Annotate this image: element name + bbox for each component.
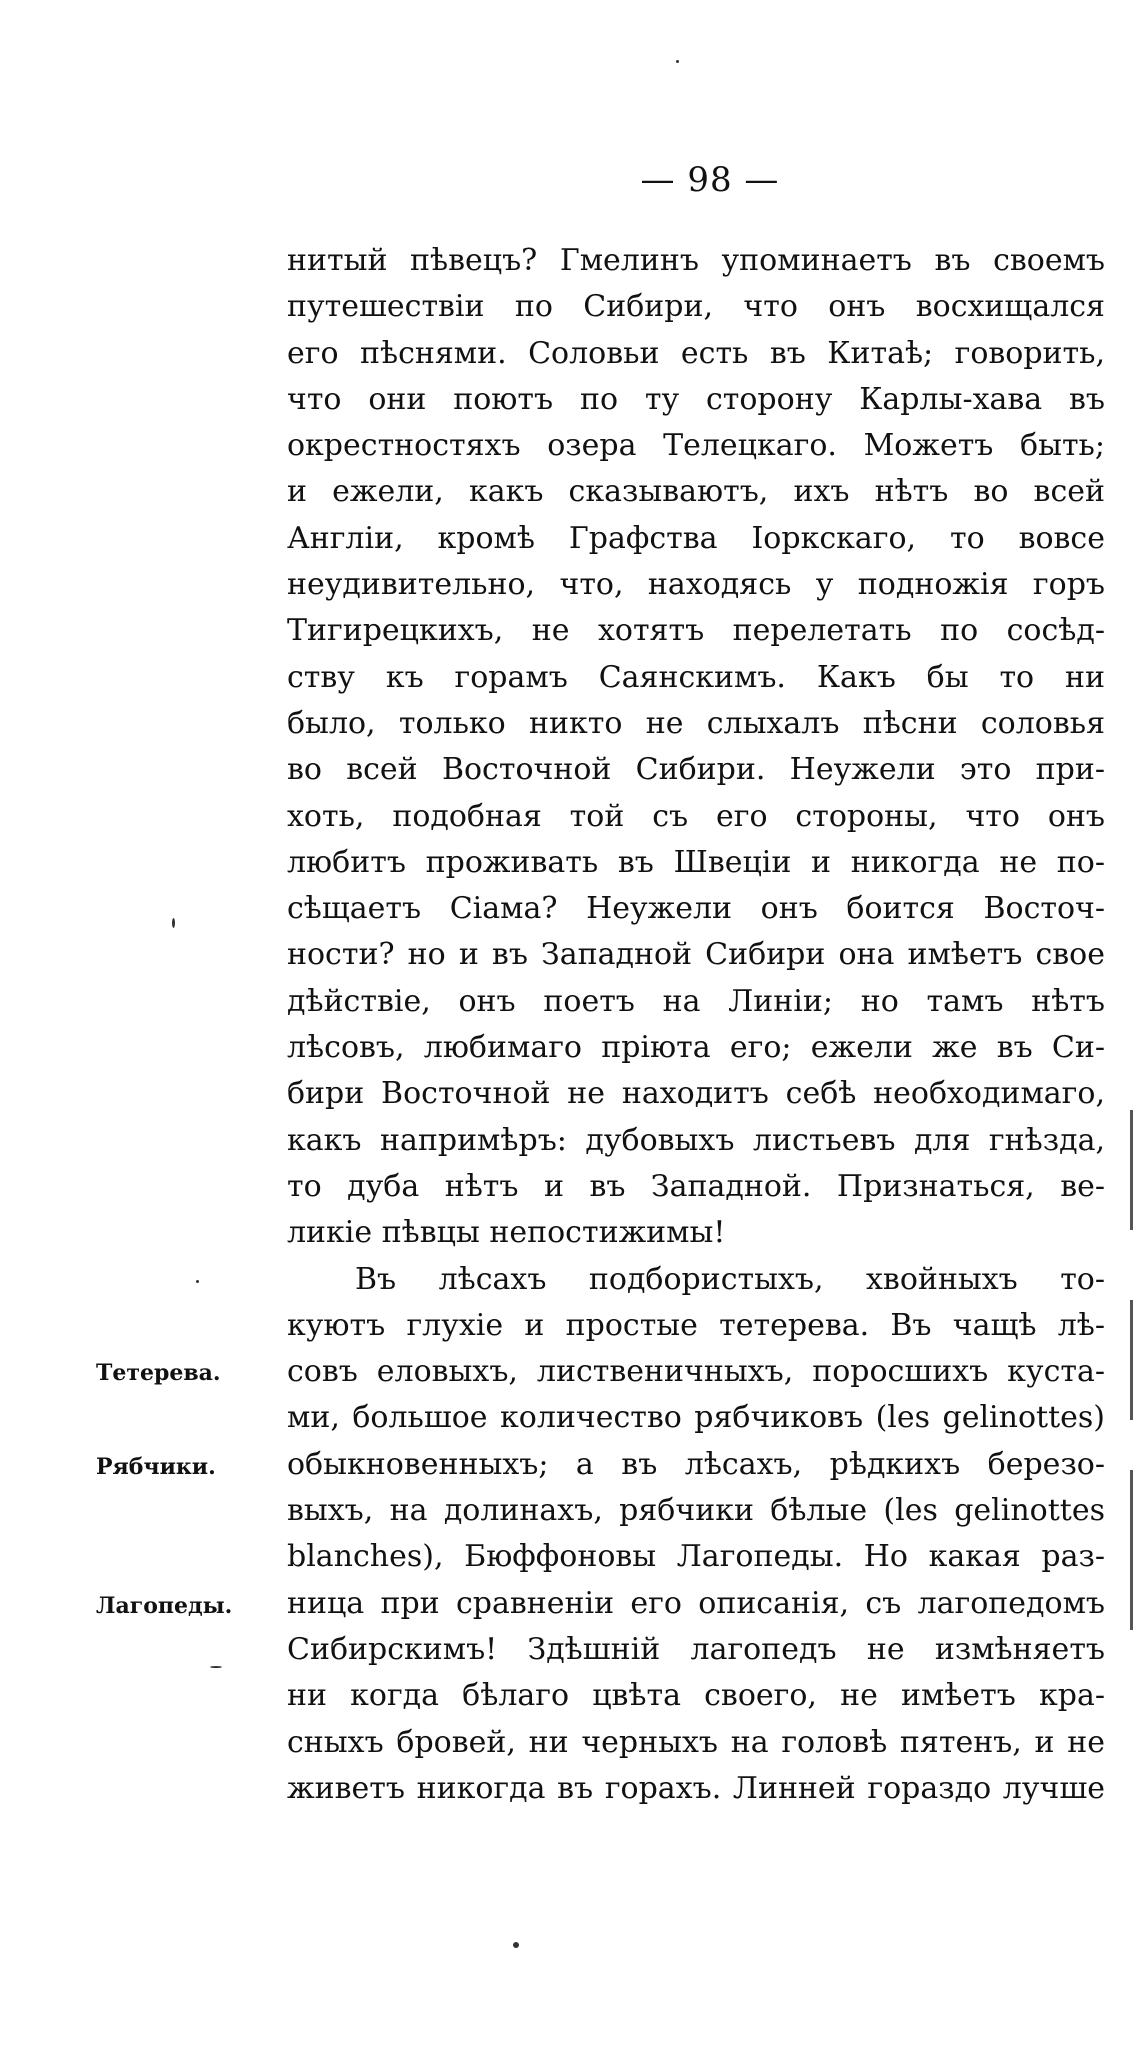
text-line: Англіи, кромѣ Графства Іоркскаго, то вовсе xyxy=(287,520,1105,556)
text-line: обыкновенныхъ; а въ лѣсахъ, рѣдкихъ березо- xyxy=(287,1446,1105,1482)
page-number: — 98 — xyxy=(640,160,780,200)
edge-rule xyxy=(1130,1300,1133,1420)
text-line: ни когда бѣлаго цвѣта своего, не имѣетъ кра- xyxy=(287,1678,1105,1714)
text-line: совъ еловыхъ, лиственичныхъ, поросшихъ кустa- xyxy=(287,1354,1105,1390)
text-line: Тигирецкихъ, не хотятъ перелетать по сосѣд- xyxy=(287,613,1105,649)
text-line: было, только никто не слыхалъ пѣсни соловья xyxy=(287,705,1105,741)
text-line: куютъ глухіе и простые тетерева. Въ чащѣ лѣ- xyxy=(287,1307,1105,1343)
margin-note-tetereva: Тетерева. xyxy=(96,1360,221,1386)
text-line: дѣйствіе, онъ поетъ на Линіи; но тамъ нѣтъ xyxy=(287,983,1105,1019)
ink-speck xyxy=(513,1942,519,1948)
text-line: то дуба нѣтъ и въ Западной. Признаться, ве- xyxy=(287,1168,1105,1204)
text-line: ству къ горамъ Саянскимъ. Какъ бы то ни xyxy=(287,659,1105,695)
text-line: сѣщаетъ Сіама? Неужели онъ боится Восточ- xyxy=(287,891,1105,927)
text-line: Въ лѣсахъ подбористыхъ, хвойныхъ то- xyxy=(355,1261,1105,1297)
text-line: во всей Восточной Сибири. Неужели это при- xyxy=(287,752,1105,788)
text-line: ми, большое количество рябчиковъ (les gelinottes) xyxy=(287,1400,1105,1436)
text-line: неудивительно, что, находясь у подножія горъ xyxy=(287,567,1105,603)
text-line: что они поютъ по ту сторону Карлы-хава въ xyxy=(287,381,1105,417)
ink-speck xyxy=(172,918,175,928)
ink-speck xyxy=(676,60,679,63)
ink-speck xyxy=(196,1280,199,1283)
text-line: какъ напримѣръ: дубовыхъ листьевъ для гнѣзда, xyxy=(287,1122,1105,1158)
ink-speck xyxy=(210,1666,222,1668)
text-line: его пѣснями. Соловьи есть въ Китаѣ; говорить, xyxy=(287,335,1105,371)
margin-note-lagopedy: Лагопеды. xyxy=(96,1593,233,1619)
text-line: выхъ, на долинахъ, рябчики бѣлые (les gelinottes xyxy=(287,1493,1105,1529)
text-line: blanches), Бюффоновы Лагопеды. Но какая раз- xyxy=(287,1539,1105,1575)
text-line: живетъ никогда въ горахъ. Линней гораздо лучше xyxy=(287,1770,1105,1806)
text-line: любитъ проживать въ Швеціи и никогда не по- xyxy=(287,844,1105,880)
edge-rule xyxy=(1130,1110,1133,1230)
text-line: ница при сравненіи его описанія, съ лагопедомъ xyxy=(287,1585,1105,1621)
text-line: нитый пѣвецъ? Гмелинъ упоминаетъ въ своемъ xyxy=(287,243,1105,278)
text-line: ликіе пѣвцы непостижимы! xyxy=(287,1215,726,1251)
text-line: лѣсовъ, любимаго пріюта его; ежели же въ Си- xyxy=(287,1030,1105,1066)
text-line: ности? но и въ Западной Сибири она имѣетъ свое xyxy=(287,937,1105,973)
edge-rule xyxy=(1130,1470,1133,1630)
text-line: бири Восточной не находитъ себѣ необходимаго, xyxy=(287,1076,1105,1112)
text-line: Сибирскимъ! Здѣшній лагопедъ не измѣняетъ xyxy=(287,1631,1105,1667)
body-text xyxy=(287,238,1105,1812)
text-line: путешествіи по Сибири, что онъ восхищался xyxy=(287,289,1105,325)
text-line: сныхъ бровей, ни черныхъ на головѣ пятенъ, и не xyxy=(287,1724,1105,1760)
text-line: окрестностяхъ озера Телецкаго. Можетъ быть; xyxy=(287,428,1105,464)
text-line: хоть, подобная той съ его стороны, что онъ xyxy=(287,798,1105,834)
margin-note-ryabchiki: Рябчики. xyxy=(96,1454,216,1480)
text-line: и ежели, какъ сказываютъ, ихъ нѣтъ во всей xyxy=(287,474,1105,510)
